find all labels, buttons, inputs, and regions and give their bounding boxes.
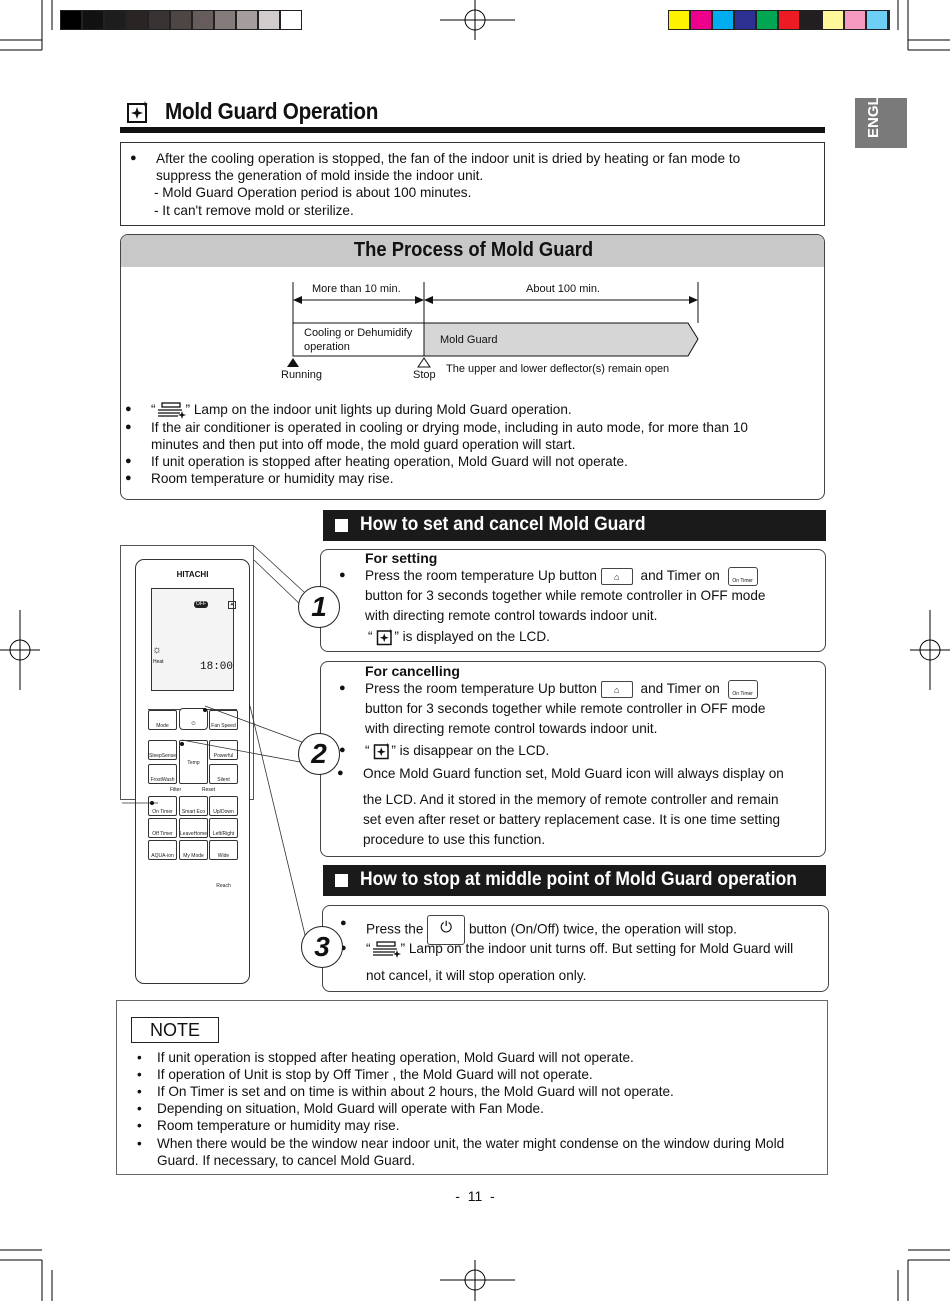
set-cancel-heading-text: How to set and cancel Mold Guard [360, 514, 646, 535]
cooling-label: Cooling or Dehumidify [304, 327, 413, 339]
process-bullet-2a: ● If the air conditioner is operated in cooling or drying mode, including in auto mode, for more than 10 [151, 419, 748, 436]
cancelling-line-3: with directing remote control towards indoor unit. [365, 721, 658, 736]
on-off-button-icon: ⏻ [427, 915, 465, 945]
setting-line-3: with directing remote control towards indoor unit. [365, 608, 658, 623]
on-timer-label: On Timer [152, 809, 173, 815]
stop-label: Stop [413, 369, 436, 381]
on-timer-small-label: On Timer [732, 578, 753, 584]
stop-line-3: not cancel, it will stop operation only. [366, 968, 587, 983]
quote-open: “ [151, 402, 156, 417]
lcd-off: OFF [196, 601, 206, 607]
note-label: NOTE [131, 1017, 219, 1043]
stop-line-2 [366, 940, 793, 958]
note-item-6: • When there would be the window near indoor unit, the water might condense on the window during Mold [137, 1136, 785, 1151]
stop-heading [323, 865, 826, 896]
note-item-3: • If On Timer is set and on time is within about 2 hours, the Mold Guard will not operate. [137, 1084, 674, 1099]
left-right-label: Left/Right [212, 831, 235, 837]
wide-reach-label: Wide Reach [216, 853, 231, 889]
on-timer-button-icon [728, 567, 758, 586]
lcd-heat: Heat [153, 659, 164, 665]
setting-line-1b: and Timer on [640, 568, 720, 584]
note-item-4: • Depending on situation, Mold Guard will operate with Fan Mode. [137, 1101, 544, 1116]
process-bullet-2b: minutes and then put into off mode, the mold guard operation will start. [151, 437, 576, 452]
silent-label: Silent [217, 777, 230, 783]
note-item-2-text: If operation of Unit is stop by Off Timer , the Mold Guard will not operate. [157, 1067, 593, 1082]
cancelling-line-8: procedure to use this function. [363, 832, 546, 847]
note-item-2: • If operation of Unit is stop by Off Timer , the Mold Guard will not operate. [137, 1067, 593, 1082]
cancelling-line-6: the LCD. And it stored in the memory of remote controller and remain [363, 792, 779, 807]
power-button[interactable]: ⏻ [179, 708, 208, 730]
cancelling-line-1a: Press the room temperature Up button [365, 681, 597, 697]
temp-label: Temp [187, 760, 200, 766]
step-1-badge: 1 [298, 586, 340, 628]
filter-label: Filter [170, 787, 182, 793]
on-timer-small-label-2: On Timer [732, 691, 753, 697]
on-timer-button-icon-2 [728, 680, 758, 699]
setting-title: For setting [365, 550, 438, 566]
cancelling-title: For cancelling [365, 663, 460, 679]
indoor-lamp-icon-2 [371, 941, 401, 958]
setting-line-1 [365, 567, 758, 586]
cancelling-line-7: set even after reset or battery replacement case. It is one time setting [363, 812, 781, 827]
language-tab-label: ENGLISH [865, 71, 882, 138]
note-item-4-text: Depending on situation, Mold Guard will operate with Fan Mode. [157, 1101, 544, 1116]
lcd-mold-icon: ✦ [229, 602, 235, 608]
mold-guard-label: Mold Guard [440, 334, 498, 346]
intro-line-2: suppress the generation of mold inside the indoor unit. [156, 168, 484, 183]
more-than-label: More than 10 min. [312, 283, 401, 295]
temp-up-button-icon: ⌂ [601, 568, 633, 585]
operation-label: operation [304, 341, 350, 353]
stop-line-1b: button (On/Off) twice, the operation will stop. [468, 921, 737, 937]
about-label: About 100 min. [526, 283, 600, 295]
process-title: The Process of Mold Guard [353, 239, 594, 261]
note-item-6-text: When there would be the window near indoor unit, the water might condense on the window during Mold [157, 1136, 785, 1151]
process-bullet-4: ● Room temperature or humidity may rise. [151, 470, 394, 487]
note-item-1: • If unit operation is stopped after heating operation, Mold Guard will not operate. [137, 1050, 634, 1065]
quote-open: “ [366, 941, 371, 956]
setting-line-2: button for 3 seconds together while remote controller in OFF mode [365, 588, 766, 603]
cancelling-line-5: ● Once Mold Guard function set, Mold Guard icon will always display on [363, 765, 784, 782]
setting-line-4-text: ” is displayed on the LCD. [394, 629, 550, 644]
quote-open: “ [368, 629, 373, 644]
note-item-6b: Guard. If necessary, to cancel Mold Guard. [157, 1153, 416, 1168]
sun-icon: ☼ [152, 644, 163, 656]
temp-up-button-icon-2: ⌂ [601, 681, 633, 698]
cancelling-line-1 [365, 680, 758, 699]
cancelling-line-4-text: ” is disappear on the LCD. [391, 743, 550, 758]
intro-line-1: ● After the cooling operation is stopped, the fan of the indoor unit is dried by heating or fan mode to [156, 150, 740, 167]
up-down-label: Up/Down [213, 809, 234, 815]
stop-heading-text: How to stop at middle point of Mold Guard operation [360, 869, 797, 890]
aqua-ion-label: AQUA-ion [151, 853, 174, 859]
remote-brand: HITACHI [176, 570, 209, 579]
smart-eco-label: Smart Eco [181, 809, 206, 815]
reset-label: Reset [202, 787, 216, 793]
my-mode-label: My Mode [183, 853, 204, 859]
fan-speed-label: Fan Speed [211, 723, 236, 729]
note-item-5-text: Room temperature or humidity may rise. [157, 1118, 400, 1133]
process-bullet-1-text: ” Lamp on the indoor unit lights up during Mold Guard operation. [185, 402, 572, 417]
process-bullet-3: ● If unit operation is stopped after heating operation, Mold Guard will not operate. [151, 453, 628, 470]
note-item-3-text: If On Timer is set and on time is within about 2 hours, the Mold Guard will not operate. [157, 1084, 674, 1099]
lcd-time: 18:00 [200, 661, 234, 673]
powerful-label: Powerful [213, 753, 234, 759]
stop-line-1a: Press the [366, 921, 424, 937]
cancelling-line-4 [365, 742, 549, 760]
leavehome-label: LeaveHome [180, 831, 207, 837]
intro-line-4: - It can't remove mold or sterilize. [154, 203, 354, 218]
note-item-5: • Room temperature or humidity may rise. [137, 1118, 400, 1133]
cancelling-line-2: button for 3 seconds together while remote controller in OFF mode [365, 701, 766, 716]
off-timer-label: Off Timer [152, 831, 173, 837]
quote-open: “ [365, 743, 370, 758]
mode-button-label: Mode [156, 723, 169, 729]
note-item-1-text: If unit operation is stopped after heating operation, Mold Guard will not operate. [157, 1050, 634, 1065]
cancelling-line-1b: and Timer on [640, 681, 720, 697]
page-title: Mold Guard Operation [165, 98, 379, 124]
stop-line-2-text: ” Lamp on the indoor unit turns off. But setting for Mold Guard will [400, 941, 794, 956]
running-label: Running [281, 369, 322, 381]
mold-guard-lcd-icon-2 [373, 742, 391, 760]
step-3-badge: 3 [301, 926, 343, 968]
setting-line-4 [368, 628, 550, 646]
deflector-label: The upper and lower deflector(s) remain open [446, 363, 670, 375]
sleepsense-label: SleepSense [149, 753, 176, 759]
page-number: - 11 - [455, 1188, 495, 1204]
step-2-badge: 2 [298, 733, 340, 775]
mold-guard-lcd-icon [376, 628, 394, 646]
frostwash-label: FrostWash [150, 777, 175, 783]
intro-line-3: - Mold Guard Operation period is about 100 minutes. [154, 185, 472, 200]
setting-line-1a: Press the room temperature Up button [365, 568, 597, 584]
heading-square-2 [335, 874, 348, 887]
